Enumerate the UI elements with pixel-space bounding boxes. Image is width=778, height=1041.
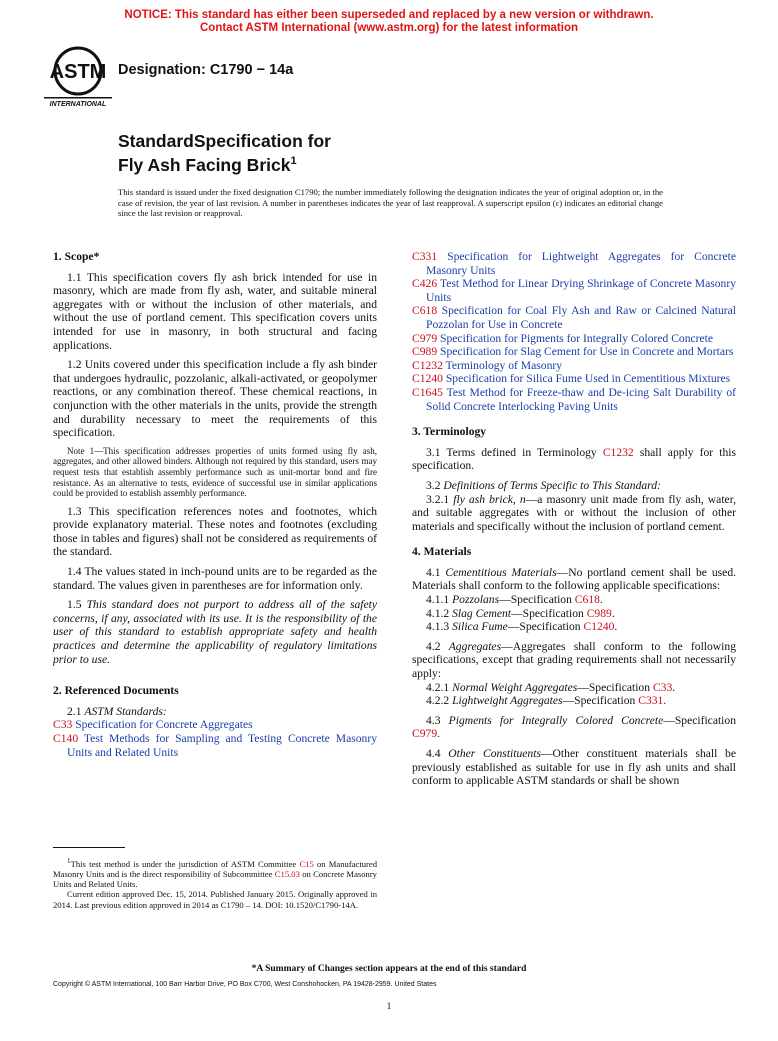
left-column bbox=[53, 250, 377, 759]
title-footnote-mark: 1 bbox=[290, 155, 297, 167]
footnote-1: $^1$This test method is under the jurisdiction of ASTM Committee C15 on Manufactured Masonry Units and is the direct responsibility of Subcommittee C15.03 on Concrete Masonry Units and Related Units. bbox=[53, 857, 377, 890]
section-terminology-heading: 3. Terminology bbox=[412, 425, 487, 439]
materials-4-2: 4.2 Aggregates—Aggregates shall conform to the following specifications, except that grading requirements shall not necessarily apply: bbox=[412, 639, 736, 681]
scope-1-1: 1.1 This specification covers fly ash brick intended for use in masonry, which are made from fly ash, water, and suitable mineral aggregates with or without the inclusion of other materials, and without the use of portland cement. This specification covers units intended for use in masonry, in both structural and facing applications. bbox=[53, 270, 377, 352]
materials-4-1-1: 4.1.1 Pozzolans—Specification C618. bbox=[426, 593, 603, 607]
scope-1-2: 1.2 Units covered under this specification include a fly ash binder that undergoes hydraulic, pozzolanic, alkali-activated, or geopolymer reactions, or any combination thereof. These chemical reactions, in conjunction with the other materials in the units, provide the strength and durability necessary to meet the requirements of this specification. bbox=[53, 358, 377, 440]
section-references-heading: 2. Referenced Documents bbox=[53, 684, 179, 698]
copyright-line: Copyright © ASTM International, 100 Barr Harbor Drive, PO Box C700, West Conshohocken, PA 19428-2959. United States bbox=[53, 981, 437, 988]
designation: Designation: C1790 − 14a bbox=[118, 62, 294, 78]
ref-item-c426[interactable]: C426 Test Method for Linear Drying Shrinkage of Concrete Masonry Units bbox=[412, 277, 736, 304]
page-number: 1 bbox=[386, 1002, 392, 1012]
footnote-edition: Current edition approved Dec. 15, 2014. Published January 2015. Originally approved in 2014. Last previous edition approved in 2014 as C1790 – 14. DOI: 10.1520/C1790-14A. bbox=[53, 889, 377, 910]
materials-4-3: 4.3 Pigments for Integrally Colored Concrete—Specification C979. bbox=[412, 713, 736, 741]
scope-1-5: 1.5 This standard does not purport to address all of the safety concerns, if any, associated with its use. It is the responsibility of the user of this standard to establish appropriate safety and health practices and determine the applicability of regulatory limitations prior to use. bbox=[53, 598, 377, 666]
logo-mark: ASTM bbox=[49, 61, 107, 83]
footnote-divider bbox=[53, 847, 125, 848]
terminology-3-1: 3.1 Terms defined in Terminology C1232 shall apply for this specification. bbox=[412, 445, 736, 473]
terminology-3-2-1: 3.2.1 fly ash brick, n—a masonry unit made from fly ash, water, and suitable aggregates with or without the inclusion of other materials and specifically without the inclusion of portland cement. bbox=[412, 492, 736, 533]
title-line-1: StandardSpecification for bbox=[118, 131, 331, 151]
title-line-2: Fly Ash Facing Brick$^1$ bbox=[118, 154, 297, 175]
ref-item-c140[interactable]: C140 Test Methods for Sampling and Testing Concrete Masonry Units and Related Units bbox=[53, 732, 377, 759]
right-column bbox=[412, 250, 736, 794]
materials-4-1-3: 4.1.3 Silica Fume—Specification C1240. bbox=[426, 620, 618, 634]
logo-subtext: INTERNATIONAL bbox=[49, 101, 107, 108]
scope-1-3: 1.3 This specification references notes and footnotes, which provide explanatory material. These notes and footnotes (excluding those in tables and figures) shall not be considered as requirements of the standard. bbox=[53, 504, 377, 559]
ref-item-c989[interactable]: C989 Specification for Slag Cement for Use in Concrete and Mortars bbox=[412, 345, 734, 359]
materials-4-2-1: 4.2.1 Normal Weight Aggregates—Specification C33. bbox=[426, 680, 676, 694]
ref-item-c1645[interactable]: C1645 Test Method for Freeze-thaw and De-icing Salt Durability of Solid Concrete Interlocking Paving Units bbox=[412, 385, 736, 413]
terminology-3-2: 3.2 Definitions of Terms Specific to This Standard: bbox=[426, 478, 661, 492]
ref-item-c618[interactable]: C618 Specification for Coal Fly Ash and Raw or Calcined Natural Pozzolan for Use in Concrete bbox=[412, 304, 736, 331]
summary-note: *A Summary of Changes section appears at the end of this standard bbox=[251, 964, 527, 974]
scope-1-4: 1.4 The values stated in inch-pound units are to be regarded as the standard. The values given in parentheses are for information only. bbox=[53, 565, 377, 592]
materials-4-2-2: 4.2.2 Lightweight Aggregates—Specification C331. bbox=[426, 694, 667, 708]
footnote bbox=[53, 856, 377, 910]
ref-item-c33[interactable]: C33 Specification for Concrete Aggregates bbox=[53, 718, 253, 732]
materials-4-4: 4.4 Other Constituents—Other constituent materials shall be previously established as suitable for use in fly ash units and shall conform to applicable ASTM standards or shall be shown bbox=[412, 747, 736, 788]
intro-paragraph: This standard is issued under the fixed designation C1790; the number immediately following the designation indicates the year of original adoption or, in the case of revision, the year of last revision. A number in parentheses indicates the year of last reapproval. A superscript epsilon (ε) indicates an editorial change since the last revision or reapproval. bbox=[118, 187, 663, 218]
scope-note-1: Note 1—This specification addresses properties of units formed using fly ash, aggregates, and other allowed binders. Although not required by this standard, users may request tests that establish assembly performance such as unit-mortar bond and fire resistance. As an alternative to tests, evidence of successful use in similar applications could be provided to establish assembly performance. bbox=[53, 445, 377, 499]
materials-4-1-2: 4.1.2 Slag Cement—Specification C989. bbox=[426, 606, 615, 620]
document-title bbox=[118, 131, 331, 175]
ref-item-c1232[interactable]: C1232 Terminology of Masonry bbox=[412, 358, 563, 372]
ref-item-c1240[interactable]: C1240 Specification for Silica Fume Used in Cementitious Mixtures bbox=[412, 372, 731, 386]
section-scope-heading: 1. Scope* bbox=[53, 250, 100, 263]
materials-4-1: 4.1 Cementitious Materials—No portland cement shall be used. Materials shall conform to the following applicable specifications: bbox=[412, 565, 737, 593]
notice-line-2: Contact ASTM International (www.astm.org) for the latest information bbox=[199, 22, 579, 34]
withdrawal-notice bbox=[0, 9, 778, 35]
notice-line-1: NOTICE: This standard has either been superseded and replaced by a new version or withdrawn. bbox=[124, 9, 654, 21]
ref-item-c979[interactable]: C979 Specification for Pigments for Integrally Colored Concrete bbox=[412, 331, 714, 345]
ref-item-c331[interactable]: C331 Specification for Lightweight Aggregates for Concrete Masonry Units bbox=[412, 250, 736, 277]
section-materials-heading: 4. Materials bbox=[412, 545, 472, 559]
references-2-1: 2.1 ASTM Standards: bbox=[67, 704, 167, 718]
astm-logo bbox=[44, 44, 112, 108]
